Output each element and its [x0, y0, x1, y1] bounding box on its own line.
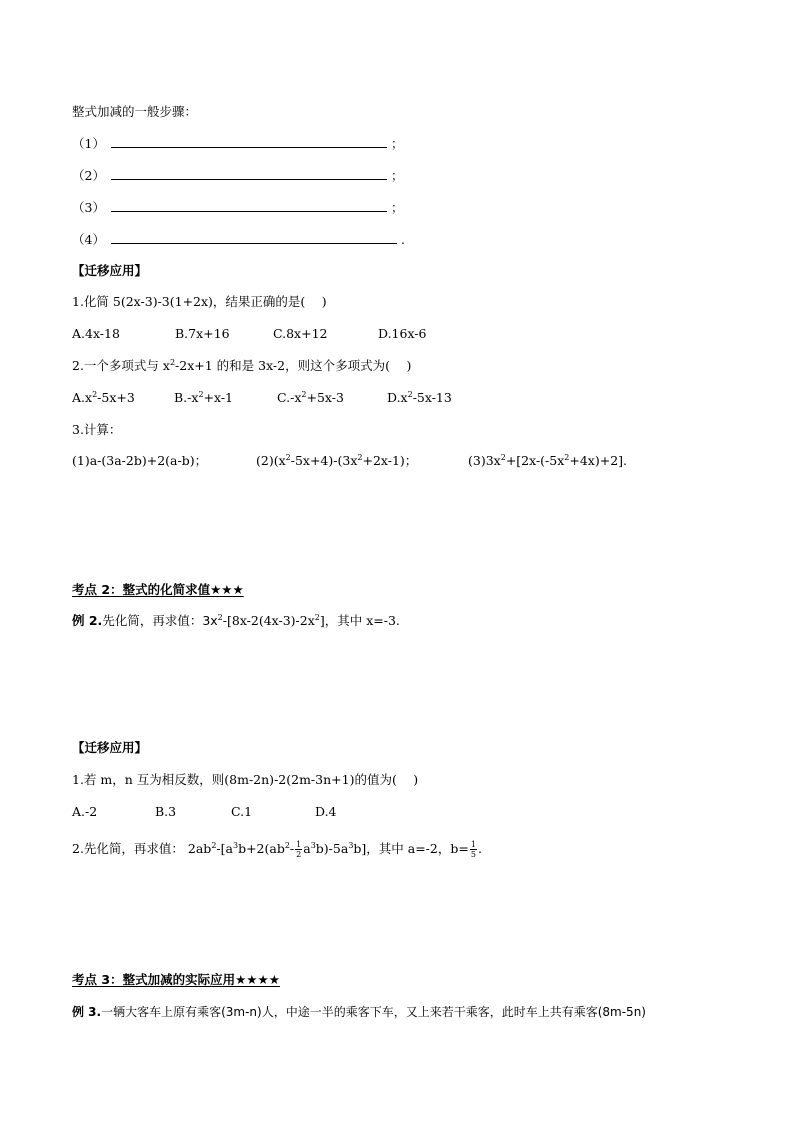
example-label: 例 2. — [72, 613, 103, 628]
step-label: （3） — [72, 200, 105, 215]
option-d: D.4 — [315, 804, 337, 819]
question-3-parts — [72, 453, 627, 469]
question-3-stem: 3.计算： — [72, 422, 122, 437]
option-a: A.4x-18 — [72, 326, 120, 341]
step-line-2: （2） ； — [72, 168, 404, 183]
question-1-options — [72, 326, 426, 342]
fraction: $\frac{1}{2}$ — [296, 840, 302, 859]
fraction: $\frac{1}{5}$ — [470, 840, 476, 859]
step-label: （1） — [72, 136, 105, 151]
steps-heading: 整式加减的一般步骤： — [72, 104, 198, 119]
example-2: 例 2.先化简，再求值：$3x^2-[8x-2(4x-3)-2x^2]$，其中 x=-3. — [72, 613, 400, 628]
answer-blank[interactable] — [111, 135, 387, 148]
key-point-3-title: 考点 3：整式加减的实际应用★★★★ — [72, 972, 280, 987]
part-1: (1)a-(3a-2b)+2(a-b)； — [72, 453, 208, 468]
option-a: A.-2 — [72, 804, 98, 819]
question-1-stem: 1.若 m，n 互为相反数，则(8m-2n)-2(2m-3n+1)的值为( ) — [72, 772, 419, 787]
option-d: $D.x^2-5x-13$ — [387, 390, 452, 405]
step-label: （2） — [72, 168, 105, 183]
answer-blank[interactable] — [111, 167, 387, 180]
option-b: B.3 — [155, 804, 177, 819]
star-rating: ★★★ — [210, 582, 244, 597]
key-point-2-title: 考点 2：整式的化简求值★★★ — [72, 582, 244, 597]
option-a: $A.x^2-5x+3$ — [72, 390, 135, 405]
answer-blank[interactable] — [111, 231, 397, 244]
section-heading: 【迁移应用】 — [72, 740, 148, 755]
option-c: C.8x+12 — [273, 326, 328, 341]
answer-blank[interactable] — [111, 199, 387, 212]
section-heading: 【迁移应用】 — [72, 263, 148, 278]
question-2-stem: 2.先化简，再求值： $2ab^2-[a^3b+2(ab^2-$ $\frac{1}{2}$ $a^3b)-5a^3b$]，其中 a=-2，b= $\frac{1}{5}$ . — [72, 840, 482, 859]
question-1-stem: 1.化简 5(2x-3)-3(1+2x)，结果正确的是( ) — [72, 294, 327, 309]
step-line-4: （4） . — [72, 232, 405, 247]
option-d: D.16x-6 — [378, 326, 427, 341]
step-line-1: （1） ； — [72, 136, 404, 151]
step-label: （4） — [72, 232, 105, 247]
example-label: 例 3. — [72, 1005, 102, 1019]
example-3: 例 3.一辆大客车上原有乘客(3m-n)人，中途一半的乘客下车，又上来若干乘客，此时车上共有乘客(8m-5n) — [72, 1005, 646, 1019]
question-2-stem: 2.一个多项式与 $x^2-2x+1$ 的和是 3x-2，则这个多项式为( ) — [72, 358, 412, 373]
question-2-options — [72, 390, 452, 406]
question-1-options — [72, 804, 337, 820]
part-3: $(3)3x^2+[2x-(-5x^2+4x)+2]$. — [468, 453, 628, 468]
part-2: $(2)(x^2-5x+4)-(3x^2+2x-1)$； — [256, 453, 418, 468]
option-b: $B.-x^2+x-1$ — [174, 390, 234, 405]
step-line-3: （3） ； — [72, 200, 404, 215]
option-c: C.1 — [231, 804, 253, 819]
option-b: B.7x+16 — [175, 326, 230, 341]
option-c: $C.-x^2+5x-3$ — [277, 390, 344, 405]
star-rating: ★★★★ — [235, 972, 280, 987]
